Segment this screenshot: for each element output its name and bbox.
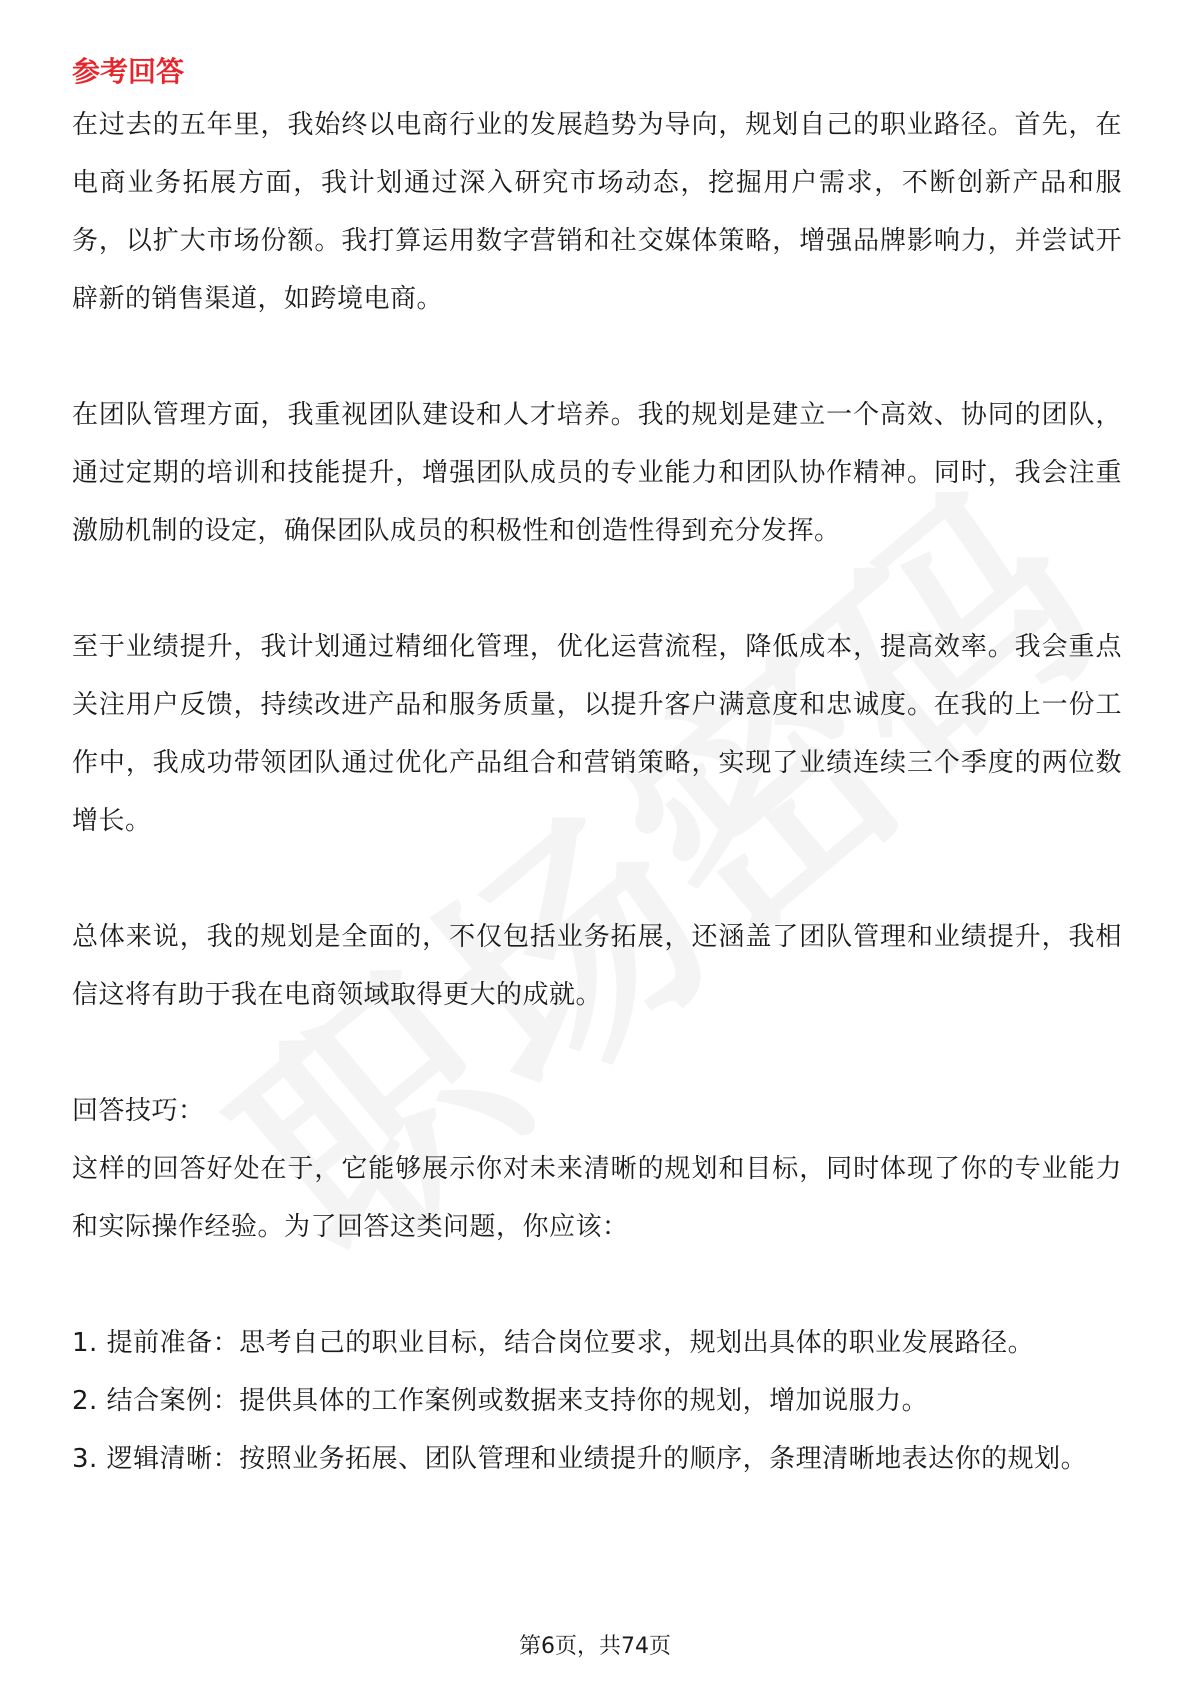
tips-label: 回答技巧：: [72, 1096, 205, 1126]
tip-item-1: 1. 提前准备：思考自己的职业目标，结合岗位要求，规划出具体的职业发展路径。: [72, 1328, 1035, 1358]
paragraph-spacer: [72, 328, 1122, 386]
tip-item-2: 2. 结合案例：提供具体的工作案例或数据来支持你的规划，增加说服力。: [72, 1386, 929, 1416]
tip-item-3: 3. 逻辑清晰：按照业务拓展、团队管理和业绩提升的顺序，条理清晰地表达你的规划。: [72, 1444, 1088, 1474]
answer-paragraph-2: 在团队管理方面，我重视团队建设和人才培养。我的规划是建立一个高效、协同的团队，通过定期的培训和技能提升，增强团队成员的专业能力和团队协作精神。同时，我会注重激励机制的设定，确保团队成员的积极性和创造性得到充分发挥。: [72, 400, 1122, 546]
answer-paragraph-4: 总体来说，我的规划是全面的，不仅包括业务拓展，还涵盖了团队管理和业绩提升，我相信这将有助于我在电商领域取得更大的成就。: [72, 922, 1122, 1010]
answer-paragraph-3: 至于业绩提升，我计划通过精细化管理，优化运营流程，降低成本，提高效率。我会重点关注用户反馈，持续改进产品和服务质量，以提升客户满意度和忠诚度。在我的上一份工作中，我成功带领团队通过优化产品组合和营销策略，实现了业绩连续三个季度的两位数增长。: [72, 632, 1122, 836]
paragraph-spacer: [72, 850, 1122, 908]
paragraph-spacer: [72, 1024, 1122, 1082]
paragraph-spacer: [72, 1256, 1122, 1314]
section-heading: 参考回答: [72, 55, 185, 88]
page-number: 第6页，共74页: [519, 1634, 671, 1659]
tips-intro: 这样的回答好处在于，它能够展示你对未来清晰的规划和目标，同时体现了你的专业能力和实际操作经验。为了回答这类问题，你应该：: [72, 1154, 1122, 1242]
document-body: [72, 48, 1122, 1488]
answer-paragraph-1: 在过去的五年里，我始终以电商行业的发展趋势为导向，规划自己的职业路径。首先，在电商业务拓展方面，我计划通过深入研究市场动态，挖掘用户需求，不断创新产品和服务，以扩大市场份额。我打算运用数字营销和社交媒体策略，增强品牌影响力，并尝试开辟新的销售渠道，如跨境电商。: [72, 110, 1122, 314]
paragraph-spacer: [72, 560, 1122, 618]
